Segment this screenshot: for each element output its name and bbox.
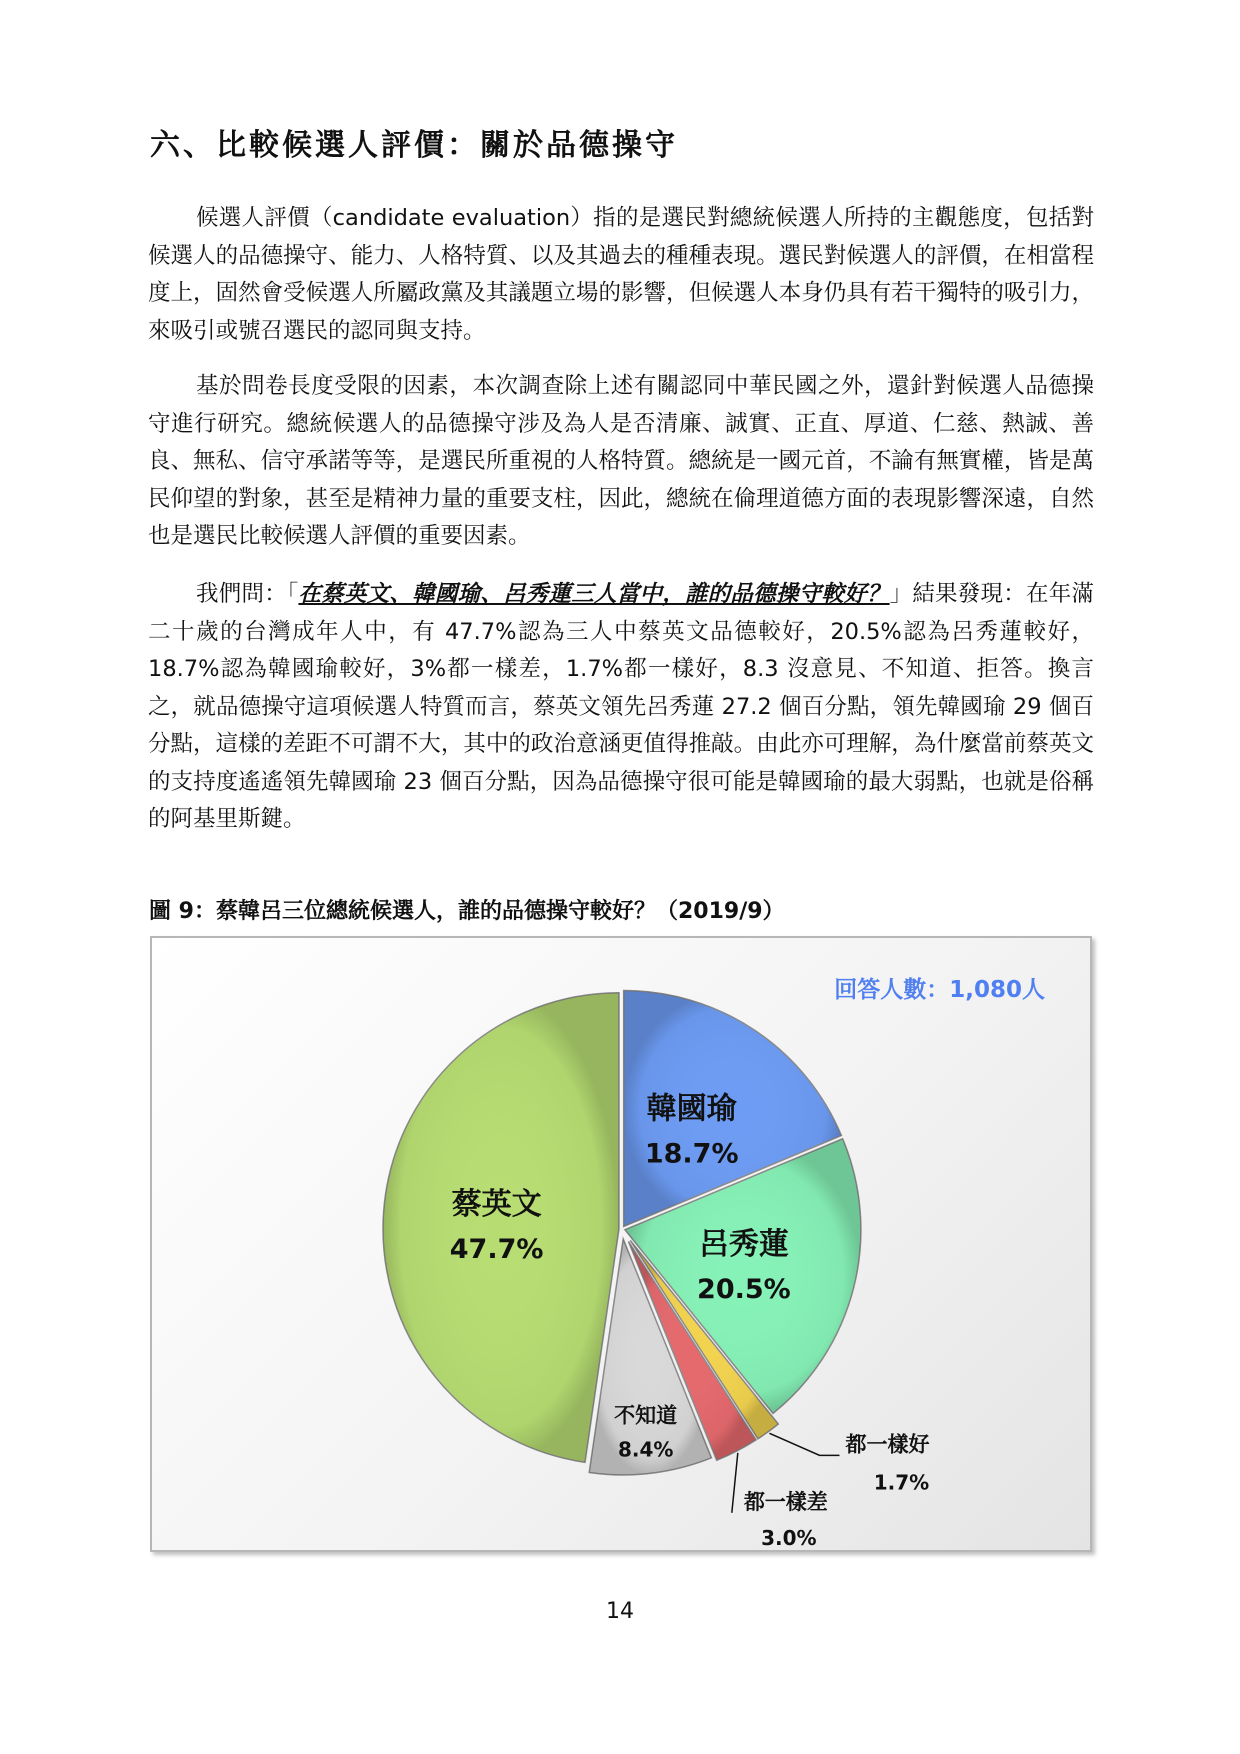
pie-slice-shade	[383, 993, 619, 1463]
paragraph-3-body: 」結果發現：在年滿二十歲的台灣成年人中，有 47.7%認為三人中蔡英文品德較好，20.5%認為呂秀蓮較好，18.7%認為韓國瑜較好，3%都一樣差，1.7%都一樣好，8.3 沒意見、不知道、拒答。換言之，就品德操守這項候選人特質而言，蔡英文領先呂秀蓮 27.2 個百分點，領先韓國瑜 29 個百分點，這樣的差距不可謂不大，其中的政治意涵更值得推敲。由此亦可理解，為什麼當前蔡英文的支持度遙遙領先韓國瑜 23 個百分點，因為品德操守很可能是韓國瑜的最大弱點，也就是俗稱的阿基里斯鍵。	[148, 581, 1094, 832]
pie-label-same-bad: 都一樣差	[743, 1489, 828, 1514]
pie-value-lu: 20.5%	[697, 1273, 791, 1305]
pie-value-han: 18.7%	[644, 1138, 739, 1170]
page-number: 14	[606, 1599, 634, 1624]
figure-title: 圖 9：蔡韓呂三位總統候選人，誰的品德操守較好？（2019/9）	[149, 899, 785, 924]
pie-label-same-good: 都一樣好	[845, 1432, 930, 1457]
pie-value-dont-know: 8.4%	[617, 1437, 674, 1462]
leader-line-same-good	[769, 1433, 839, 1455]
paragraph-1: 候選人評價（candidate evaluation）指的是選民對總統候選人所持的主觀態度，包括對候選人的品德操守、能力、人格特質、以及其過去的種種表現。選民對候選人的評價，在相當程度上，固然會受候選人所屬政黨及其議題立場的影響，但候選人本身仍具有若干獨特的吸引力，來吸引或號召選民的認同與支持。	[148, 205, 1094, 344]
pie-value-same-good: 1.7%	[873, 1470, 930, 1495]
pie-value-same-bad: 3.0%	[761, 1525, 817, 1550]
section-heading: 六、比較候選人評價：關於品德操守	[150, 128, 678, 163]
pie-label-lu: 呂秀蓮	[698, 1226, 789, 1262]
respondent-count: 回答人數：1,080人	[834, 977, 1045, 1003]
pie-chart	[152, 938, 1090, 1550]
pie-label-dont-know: 不知道	[614, 1403, 678, 1428]
paragraph-3	[148, 576, 1094, 839]
pie-chart-frame	[150, 936, 1092, 1552]
paragraph-3-lead: 我們問：「	[196, 581, 299, 607]
leader-line-same-bad	[732, 1453, 738, 1513]
paragraph-2: 基於問卷長度受限的因素，本次調查除上述有關認同中華民國之外，還針對候選人品德操守進行研究。總統候選人的品德操守涉及為人是否清廉、誠實、正直、厚道、仁慈、熱誠、善良、無私、信守承諾等等，是選民所重視的人格特質。總統是一國元首，不論有無實權，皆是萬民仰望的對象，甚至是精神力量的重要支柱，因此，總統在倫理道德方面的表現影響深遠，自然也是選民比較候選人評價的重要因素。	[148, 373, 1094, 549]
survey-question: 在蔡英文、韓國瑜、呂秀蓮三人當中，誰的品德操守較好？	[298, 581, 890, 607]
pie-label-han: 韓國瑜	[646, 1091, 737, 1127]
pie-value-tsai: 47.7%	[449, 1233, 544, 1265]
pie-label-tsai: 蔡英文	[451, 1186, 542, 1222]
